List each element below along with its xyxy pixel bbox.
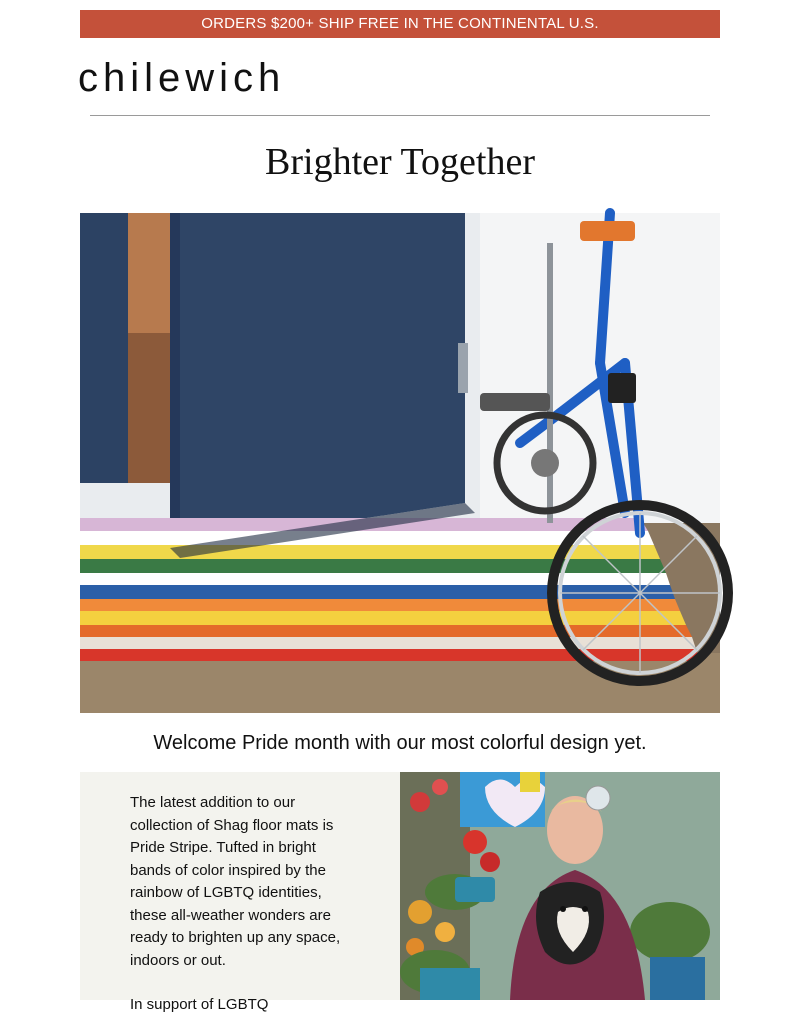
lifestyle-illustration [400, 772, 720, 1000]
hero-illustration [80, 213, 720, 713]
story-paragraph-2: In support of LGBTQ [130, 996, 269, 1013]
story-paragraph: The latest addition to our collection of Shag floor mats is Pride Stripe. Tufted in bright bands of color inspired by the rainbow of LGBTQ identities, these all-weather wonders are ready to brighten up any space, indoors or out. [130, 794, 341, 969]
header-divider [90, 115, 710, 116]
shipping-banner-link[interactable]: ORDERS $200+ SHIP FREE IN THE CONTINENTAL U.S. [201, 15, 599, 32]
lifestyle-photo[interactable] [400, 772, 720, 1000]
subheading: Welcome Pride month with our most colorful design yet. [153, 732, 647, 754]
shipping-banner[interactable] [80, 10, 720, 38]
headline: Brighter Together [265, 141, 535, 183]
hero-image[interactable] [80, 213, 720, 713]
brand-logo[interactable]: chilewich [78, 56, 286, 100]
story-panel [80, 772, 400, 1013]
